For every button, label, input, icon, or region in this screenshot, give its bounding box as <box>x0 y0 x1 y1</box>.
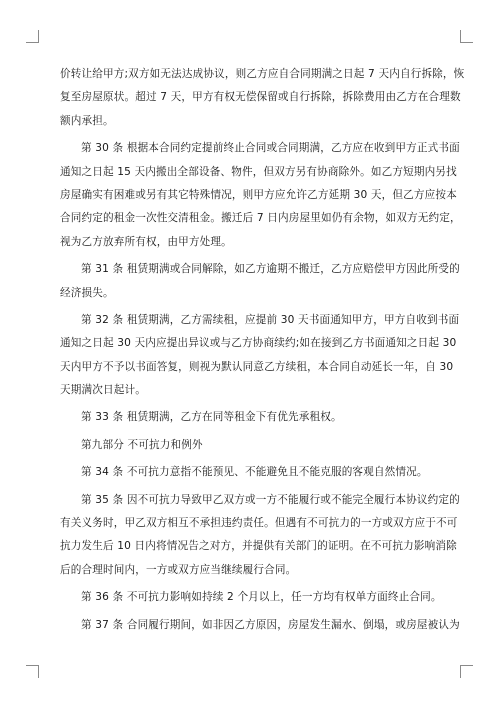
text-line: 视为乙方放弃所有权，由甲方处理。 <box>60 235 232 248</box>
paragraph-article-33 <box>60 406 440 429</box>
paragraph-article-32 <box>60 309 460 403</box>
paragraph-article-35 <box>60 489 460 583</box>
text-line: 通知之日起 30 天内应提出异议或与乙方协商续约;如在接到乙方书面通知之日起 30 <box>60 337 457 350</box>
text-line: 复至房屋原状。超过 7 天，甲方有权无偿保留或自行拆除，拆除费用由乙方在合理数 <box>60 91 461 104</box>
text-line: 后的合理时间内，一方或双方应当继续履行合同。 <box>60 563 297 576</box>
section-heading: 第九部分 不可抗力和例外 <box>81 438 203 451</box>
paragraph-article-31 <box>60 258 460 305</box>
crop-mark-bottom-left <box>26 665 39 678</box>
crop-mark-top-left <box>26 30 39 43</box>
section-heading-part-9 <box>60 434 440 457</box>
text-line: 价转让给甲方;双方如无法达成协议，则乙方应自合同期满之日起 7 天内自行拆除，恢 <box>60 68 465 80</box>
text-line: 第 34 条 不可抗力意指不能预见、不能避免且不能克服的客观自然情况。 <box>81 466 428 479</box>
paragraph-article-37 <box>60 614 460 637</box>
text-line: 额内承担。 <box>60 114 114 127</box>
paragraph-article-30 <box>60 137 461 254</box>
text-line: 第 30 条 根据本合同约定提前终止合同或合同期满，乙方应在收到甲方正式书面 <box>81 142 460 155</box>
contract-body <box>60 63 465 637</box>
crop-mark-bottom-right <box>460 665 473 678</box>
text-line: 天内甲方不予以书面答复，则视为默认同意乙方续租，本合同自动延长一年，自 30 <box>60 360 454 373</box>
paragraph-article-36 <box>60 586 440 609</box>
text-line: 第 32 条 租赁期满，乙方需续租，应提前 30 天书面通知甲方，甲方自收到书面 <box>81 313 460 326</box>
text-line: 第 31 条 租赁期满或合同解除，如乙方逾期不搬迁，乙方应赔偿甲方因此所受的 <box>81 263 460 276</box>
text-line: 抗力发生后 10 日内将情况告之对方，并提供有关部门的证明。在不可抗力影响消除 <box>60 540 457 553</box>
text-line: 第 37 条 合同履行期间，如非因乙方原因，房屋发生漏水、倒塌，或房屋被认为 <box>81 618 460 631</box>
paragraph-continuation <box>60 63 465 133</box>
text-line: 合同约定的租金一次性交清租金。搬迁后 7 日内房屋里如仍有余物，如双方无约定， <box>60 212 461 225</box>
text-line: 有关义务时，甲乙双方相互不承担违约责任。但遇有不可抗力的一方或双方应于不可 <box>60 517 458 530</box>
paragraph-article-34 <box>60 461 440 484</box>
text-line: 第 36 条 不可抗力影响如持续 2 个月以上，任一方均有权单方面终止合同。 <box>81 591 442 604</box>
crop-mark-top-right <box>460 30 473 43</box>
text-line: 第 33 条 租赁期满，乙方在同等租金下有优先承租权。 <box>81 411 342 424</box>
text-line: 通知之日起 15 天内搬出全部设备、物件，但双方另有协商除外。如乙方短期内另找 <box>60 165 457 178</box>
text-line: 经济损失。 <box>60 286 114 299</box>
text-line: 房屋确实有困难或另有其它特殊情况，则甲方应允许乙方延期 30 天，但乙方应按本 <box>60 188 457 201</box>
text-line: 第 35 条 因不可抗力导致甲乙双方或一方不能履行或不能完全履行本协议约定的 <box>81 493 460 506</box>
text-line: 天期满次日起计。 <box>60 384 146 397</box>
